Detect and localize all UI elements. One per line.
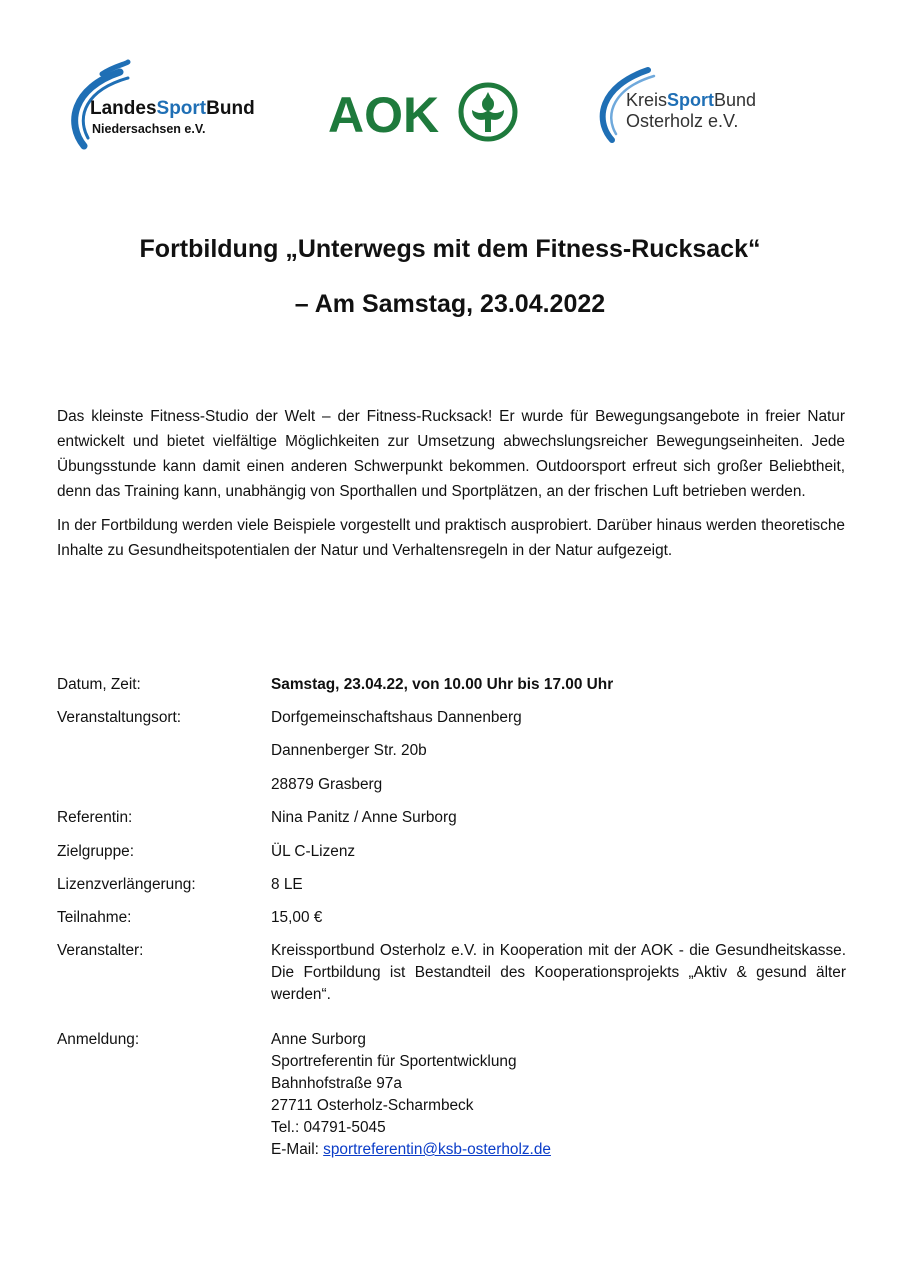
lizenz-value: 8 LE [271, 876, 303, 893]
ort-line-1: Dorfgemeinschaftshaus Dannenberg [271, 709, 522, 726]
datum-value: Samstag, 23.04.22, von 10.00 Uhr bis 17.00 Uhr [271, 676, 614, 693]
datum-label: Datum, Zeit: [57, 676, 141, 693]
ort-line-2: Dannenberger Str. 20b [271, 742, 427, 759]
ksb-sport-text: Sport [667, 90, 715, 110]
contact-phone: Tel.: 04791-5045 [271, 1119, 386, 1136]
lsb-landes-text: Landes [90, 98, 157, 119]
lizenz-label: Lizenzverlängerung: [57, 876, 196, 893]
contact-role: Sportreferentin für Sportentwicklung [271, 1053, 517, 1070]
teilnahme-label: Teilnahme: [57, 909, 132, 926]
zielgruppe-label: Zielgruppe: [57, 843, 134, 860]
email-link[interactable]: sportreferentin@ksb-osterholz.de [323, 1141, 551, 1158]
veranstalter-label: Veranstalter: [57, 942, 144, 959]
kreissportbund-logo [592, 58, 772, 148]
anmeldung-label: Anmeldung: [57, 1031, 140, 1048]
landessportbund-logo [62, 54, 262, 154]
teilnahme-value: 15,00 € [271, 909, 323, 926]
intro-paragraph-2: In der Fortbildung werden viele Beispiele vorgestellt und praktisch ausprobiert. Darüber hinaus werden theoretische Inhalte zu Gesundheitspotentialen der Natur und Verhaltensregeln in der Natur aufgezeigt. [57, 517, 845, 559]
intro-paragraph-1: Das kleinste Fitness-Studio der Welt – der Fitness-Rucksack! Er wurde für Bewegungsangebote in freier Natur entwickelt und bietet vielfältige Möglichkeiten zur Umsetzung abwechslungsreicher Bewegungseinheiten. Jede Übungsstunde kann damit einen anderen Schwerpunkt bekommen. Outdoorsport erfreut sich großer Beliebtheit, denn das Training kann, unabhängig von Sporthallen und Sportplätzen, an der frischen Luft betrieben werden. [57, 408, 845, 500]
contact-name: Anne Surborg [271, 1031, 366, 1048]
ksb-osterholz-text: Osterholz e.V. [626, 111, 739, 131]
ort-label: Veranstaltungsort: [57, 709, 182, 726]
svg-text:KreisSportBund [626, 90, 756, 110]
aok-logo [326, 80, 522, 144]
lsb-niedersachsen-text: Niedersachsen e.V. [92, 122, 206, 136]
zielgruppe-value: ÜL C-Lizenz [271, 843, 356, 860]
ksb-bund-text: Bund [714, 90, 757, 110]
contact-city: 27711 Osterholz-Scharmbeck [271, 1097, 474, 1114]
lsb-bund-text: Bund [206, 98, 255, 119]
svg-text:LandesSportBund [90, 98, 255, 119]
email-prefix: E-Mail: [271, 1141, 324, 1158]
referentin-value: Nina Panitz / Anne Surborg [271, 809, 457, 826]
contact-email-line [271, 1139, 846, 1161]
ksb-kreis-text: Kreis [626, 90, 668, 110]
intro-text [57, 404, 845, 572]
veranstalter-value: Kreissportbund Osterholz e.V. in Kooperation mit der AOK - die Gesundheitskasse. Die Fortbildung ist Bestandteil des Kooperationsprojekts „Aktiv & gesund älter werden“. [271, 942, 846, 1003]
page-title-line2: – Am Samstag, 23.04.2022 [294, 290, 606, 318]
page-title-line1: Fortbildung „Unterwegs mit dem Fitness-Rucksack“ [139, 235, 761, 263]
aok-text: AOK [328, 87, 440, 143]
anmeldung-contact [271, 1029, 846, 1161]
referentin-label: Referentin: [57, 809, 133, 826]
ort-line-3: 28879 Grasberg [271, 776, 383, 793]
contact-street: Bahnhofstraße 97a [271, 1075, 402, 1092]
lsb-sport-text: Sport [156, 98, 207, 119]
